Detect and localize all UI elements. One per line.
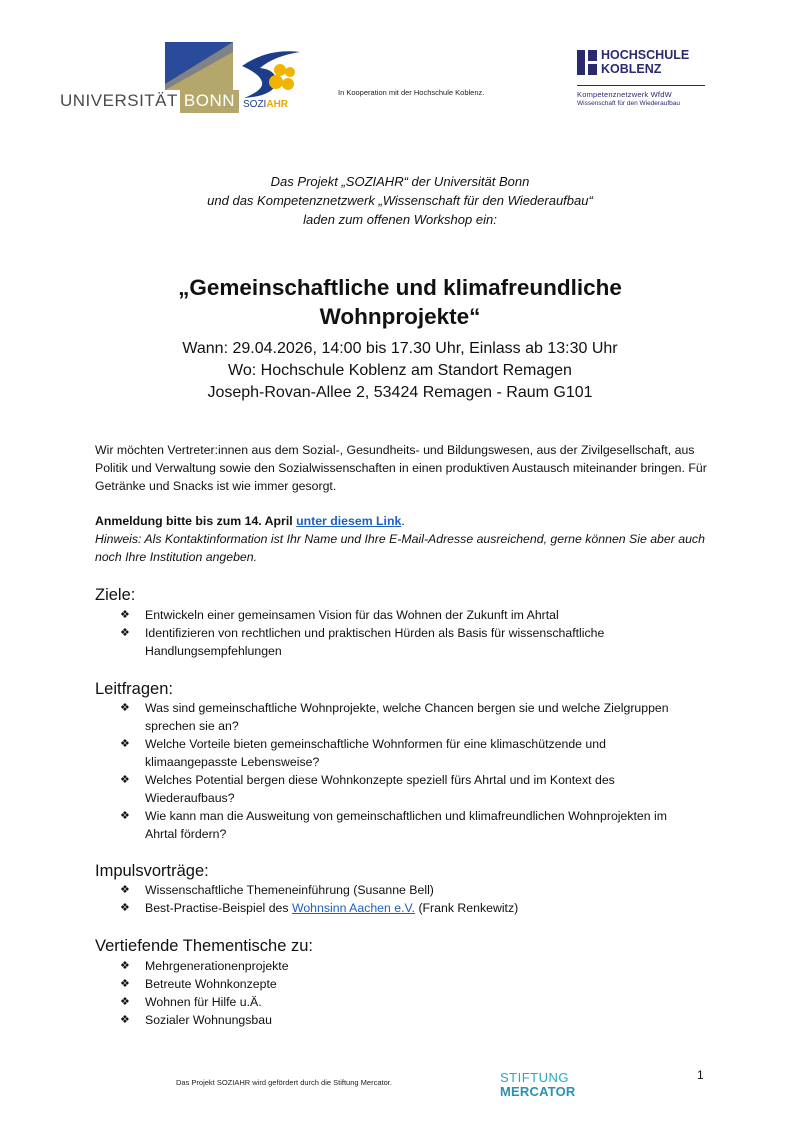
list-item: ❖ Wohnen für Hilfe u.Ä. <box>120 995 262 1009</box>
description-paragraph: Wir möchten Vertreter:innen aus dem Sozial-, Gesundheits- und Bildungswesen, aus der Zivilgesellschaft, aus Politik und Verwaltung sowie den Sozialwissenschaften in einen produktiven Austausch miteinander bringen. Für Getränke und Snacks ist wie immer gesorgt. <box>95 443 707 493</box>
event-address: Joseph-Rovan-Allee 2, 53424 Remagen - Raum G101 <box>207 384 593 401</box>
bullet-icon: ❖ <box>120 627 130 639</box>
event-title: „Gemeinschaftliche und klimafreundliche Wohnprojekte“ <box>178 275 622 329</box>
bullet-icon: ❖ <box>120 978 130 990</box>
ziele-list <box>120 606 680 660</box>
cooperation-note: In Kooperation mit der Hochschule Koblenz. <box>338 88 485 97</box>
hochschule-koblenz-name: HOCHSCHULE KOBLENZ <box>601 48 690 76</box>
list-item: ❖ Best-Practise-Beispiel des Wohnsinn Aachen e.V. (Frank Renkewitz) <box>120 901 519 915</box>
registration-hint: Hinweis: Als Kontaktinformation ist Ihr Name und Ihre E-Mail-Adresse ausreichend, gerne können Sie aber auch noch Ihre Institution angeben. <box>95 532 705 564</box>
event-when: Wann: 29.04.2026, 14:00 bis 17.30 Uhr, Einlass ab 13:30 Uhr <box>182 340 618 357</box>
stiftung-mercator-logo-line-1: STIFTUNG <box>500 1070 569 1085</box>
list-item: ❖ Wissenschaftliche Themeneinführung (Susanne Bell) <box>120 883 434 897</box>
funding-note: Das Projekt SOZIAHR wird gefördert durch die Stiftung Mercator. <box>176 1078 392 1087</box>
stiftung-mercator-logo-line-2: MERCATOR <box>500 1084 576 1099</box>
list-item: ❖ Sozialer Wohnungsbau <box>120 1013 272 1027</box>
hochschule-koblenz-mark-icon <box>577 50 597 75</box>
intro-line-3: laden zum offenen Workshop ein: <box>303 212 497 227</box>
bullet-icon: ❖ <box>120 609 130 621</box>
kompetenznetzwerk-subtitle: Wissenschaft für den Wiederaufbau <box>577 100 680 107</box>
soziahr-logo-text: SOZIAHR <box>243 99 289 110</box>
bullet-icon: ❖ <box>120 960 130 972</box>
event-where: Wo: Hochschule Koblenz am Standort Remagen <box>228 362 572 379</box>
thementische-list <box>120 957 680 1029</box>
bullet-icon: ❖ <box>120 1014 130 1026</box>
section-heading-ziele: Ziele: <box>95 586 136 604</box>
bullet-icon: ❖ <box>120 810 130 822</box>
registration-link[interactable]: unter diesem Link <box>296 514 402 528</box>
leitfragen-list <box>120 699 680 843</box>
list-item: ❖ Betreute Wohnkonzepte <box>120 977 277 991</box>
bullet-icon: ❖ <box>120 774 130 786</box>
bullet-icon: ❖ <box>120 702 130 714</box>
bullet-icon: ❖ <box>120 884 130 896</box>
list-item: ❖ Identifizieren von rechtlichen und praktischen Hürden als Basis für wissenschaftliche Handlungsempfehlungen <box>120 626 605 658</box>
bullet-icon: ❖ <box>120 996 130 1008</box>
list-item: ❖ Wie kann man die Ausweitung von gemeinschaftlichen und klimafreundlichen Wohnprojekten im Ahrtal fördern? <box>120 809 667 841</box>
list-item: ❖ Mehrgenerationenprojekte <box>120 959 289 973</box>
intro-line-1: Das Projekt „SOZIAHR“ der Universität Bonn <box>270 174 530 189</box>
bullet-icon: ❖ <box>120 738 130 750</box>
list-item: ❖ Entwickeln einer gemeinsamen Vision für das Wohnen der Zukunft im Ahrtal <box>120 608 559 622</box>
section-heading-leitfragen: Leitfragen: <box>95 680 173 698</box>
impuls-list <box>120 881 680 917</box>
page-number: 1 <box>697 1068 704 1082</box>
registration-line: Anmeldung bitte bis zum 14. April unter diesem Link. <box>95 514 405 528</box>
hsk-divider <box>577 85 705 86</box>
section-heading-impulsvortraege: Impulsvorträge: <box>95 862 209 880</box>
section-heading-thementische: Vertiefende Thementische zu: <box>95 937 313 955</box>
list-item: ❖ Was sind gemeinschaftliche Wohnprojekte, welche Chancen bergen sie und welche Zielgruppen sprechen sie an? <box>120 701 669 733</box>
intro-line-2: und das Kompetenznetzwerk „Wissenschaft für den Wiederaufbau“ <box>207 193 593 208</box>
bullet-icon: ❖ <box>120 902 130 914</box>
list-item: ❖ Welche Vorteile bieten gemeinschaftliche Wohnformen für eine klimaschützende und klimaangepasste Lebensweise? <box>120 737 606 769</box>
list-item: ❖ Welches Potential bergen diese Wohnkonzepte speziell fürs Ahrtal und im Kontext des Wiederaufbaus? <box>120 773 615 805</box>
uni-logo-text: UNIVERSITÄT BONN <box>60 90 239 113</box>
wohnsinn-aachen-link[interactable]: Wohnsinn Aachen e.V. <box>291 901 416 915</box>
kompetenznetzwerk-label: Kompetenznetzwerk WfdW <box>577 90 672 99</box>
